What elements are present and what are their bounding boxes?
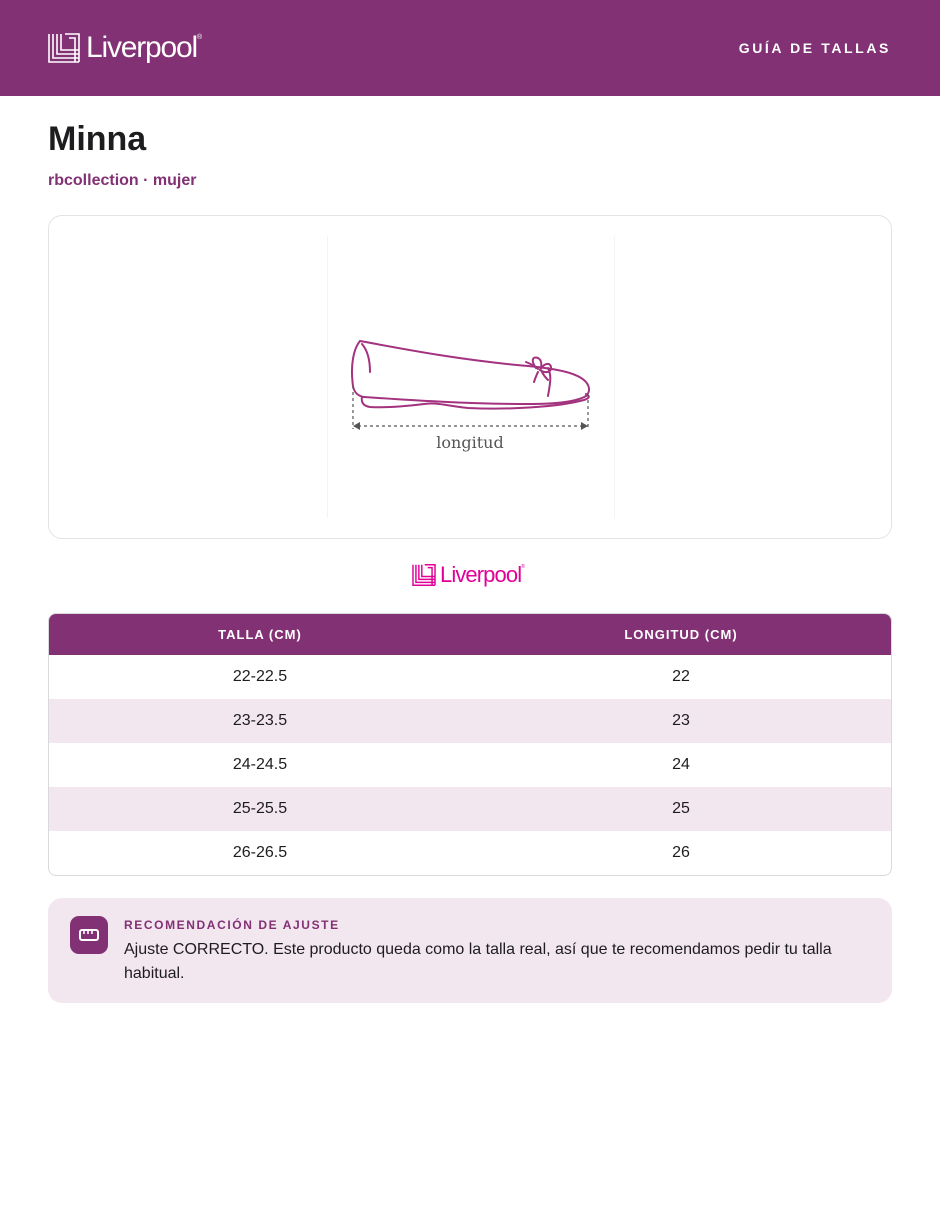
- size-chart-table: [48, 613, 892, 876]
- table-row: [49, 743, 891, 787]
- ruler-icon: [70, 916, 108, 954]
- length-cell: 22: [672, 668, 690, 685]
- liverpool-brand-logo: [412, 562, 524, 588]
- flat-shoe-icon: [328, 236, 616, 518]
- liverpool-brand-icon: [412, 564, 436, 586]
- product-title: Minna: [48, 120, 147, 158]
- size-cell: 26-26.5: [232, 844, 288, 861]
- length-cell: 24: [672, 756, 690, 773]
- liverpool-logo[interactable]: [48, 31, 202, 65]
- product-subtitle: rbcollection · mujer: [48, 172, 197, 189]
- table-row: [49, 655, 891, 699]
- table-row: [49, 831, 891, 875]
- size-cell: 25-25.5: [49, 787, 471, 831]
- table-row: [49, 787, 891, 831]
- fit-description: Ajuste CORRECTO. Este producto queda como la talla real, así que te recomendamos pedir tu talla habitual.: [124, 941, 832, 982]
- liverpool-logo-icon: [48, 33, 80, 63]
- fit-heading: RECOMENDACIÓN DE AJUSTE: [124, 918, 340, 932]
- shoe-diagram-frame: [327, 236, 615, 518]
- liverpool-brand-text: Liverpool®: [440, 562, 524, 587]
- header-length-cm: LONGITUD (CM): [471, 614, 891, 655]
- length-cell: 23: [471, 699, 891, 743]
- liverpool-logo-text: Liverpool®: [86, 31, 203, 64]
- size-cell: 22-22.5: [232, 668, 288, 685]
- header-size-cm: TALLA (CM): [49, 614, 471, 655]
- size-cell: 24-24.5: [232, 756, 288, 773]
- fit-recommendation: [48, 898, 892, 1003]
- top-header: [0, 0, 940, 96]
- shoe-diagram-card: [48, 215, 892, 539]
- size-cell: 23-23.5: [49, 699, 471, 743]
- size-guide-label: GUÍA DE TALLAS: [738, 40, 891, 56]
- length-label: longitud: [436, 433, 504, 452]
- table-header-row: [49, 614, 891, 655]
- length-cell: 25: [471, 787, 891, 831]
- length-cell: 26: [672, 844, 690, 861]
- table-row: [49, 699, 891, 743]
